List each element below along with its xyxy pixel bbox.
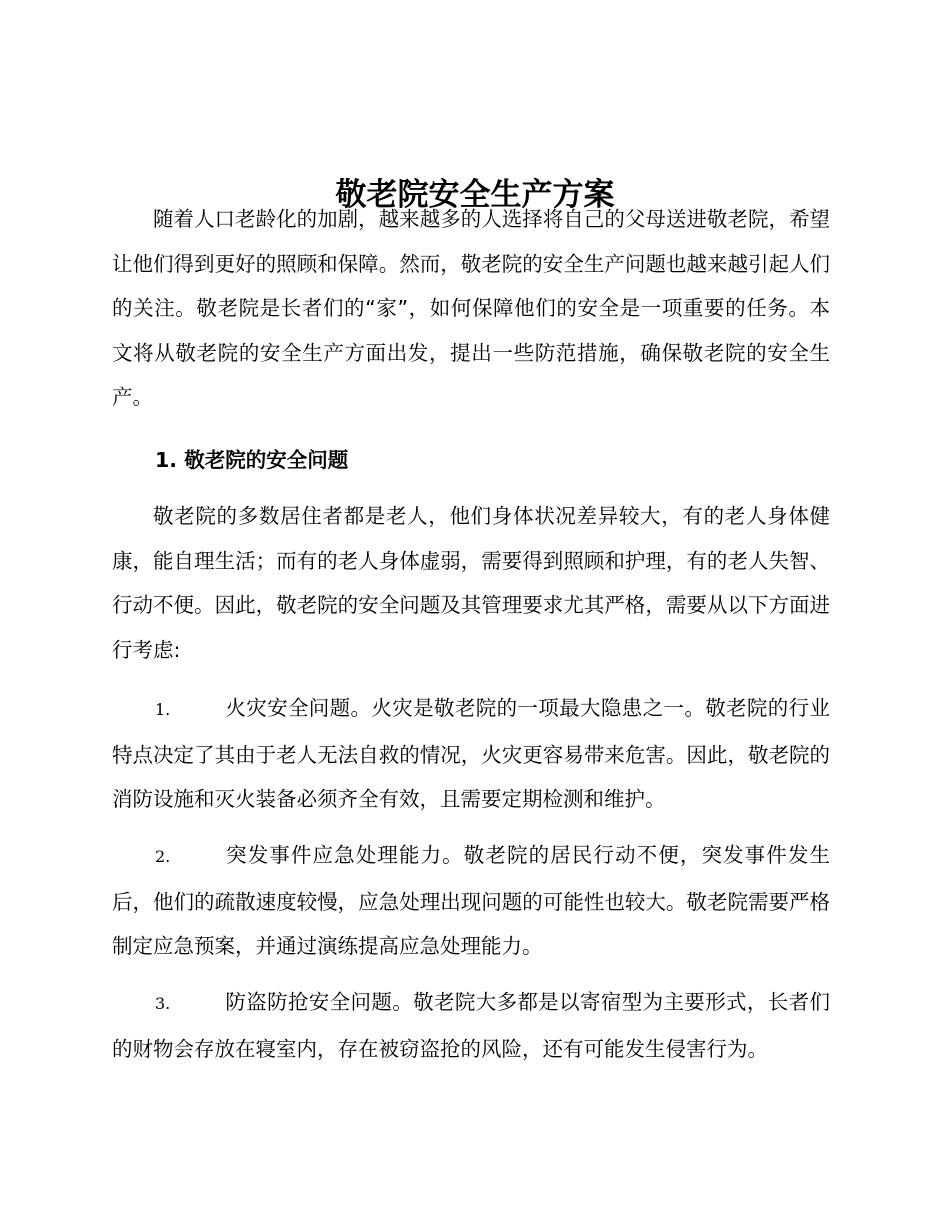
- list-item-number: 1.: [155, 700, 171, 719]
- document-title: 敬老院安全生产方案: [335, 176, 615, 213]
- intro-paragraph: 随着人口老龄化的加剧，越来越多的人选择将自己的父母送进敬老院，希望让他们得到更好的照顾和保障。然而，敬老院的安全生产问题也越来越引起人们的关注。敬老院是长者们的“家”，如何保障他们的安全是一项重要的任务。本文将从敬老院的安全生产方面出发，提出一些防范措施，确保敬老院的安全生产。: [112, 207, 830, 409]
- list-item-text: 突发事件应急处理能力。敬老院的居民行动不便，突发事件发生后，他们的疏散速度较慢，应急处理出现问题的可能性也较大。敬老院需要严格制定应急预案，并通过演练提高应急处理能力。: [112, 843, 830, 958]
- section-heading: 1. 敬老院的安全问题: [155, 448, 349, 472]
- section-body-paragraph: 敬老院的多数居住者都是老人，他们身体状况差异较大，有的老人身体健康，能自理生活；而有的老人身体虚弱，需要得到照顾和护理，有的老人失智、行动不便。因此，敬老院的安全问题及其管理要求尤其严格，需要从以下方面进行考虑:: [112, 504, 830, 662]
- list-item-number: 2.: [155, 847, 171, 866]
- list-item: [112, 686, 830, 822]
- list-item: [112, 980, 830, 1071]
- list-item-number: 3.: [155, 994, 171, 1013]
- list-item-text: 火灾安全问题。火灾是敬老院的一项最大隐患之一。敬老院的行业特点决定了其由于老人无法自救的情况，火灾更容易带来危害。因此，敬老院的消防设施和灭火装备必须齐全有效，且需要定期检测和维护。: [112, 696, 830, 811]
- list-item-text: 防盗防抢安全问题。敬老院大多都是以寄宿型为主要形式，长者们的财物会存放在寝室内，存在被窃盗抢的风险，还有可能发生侵害行为。: [112, 990, 830, 1061]
- list-item: [112, 833, 830, 969]
